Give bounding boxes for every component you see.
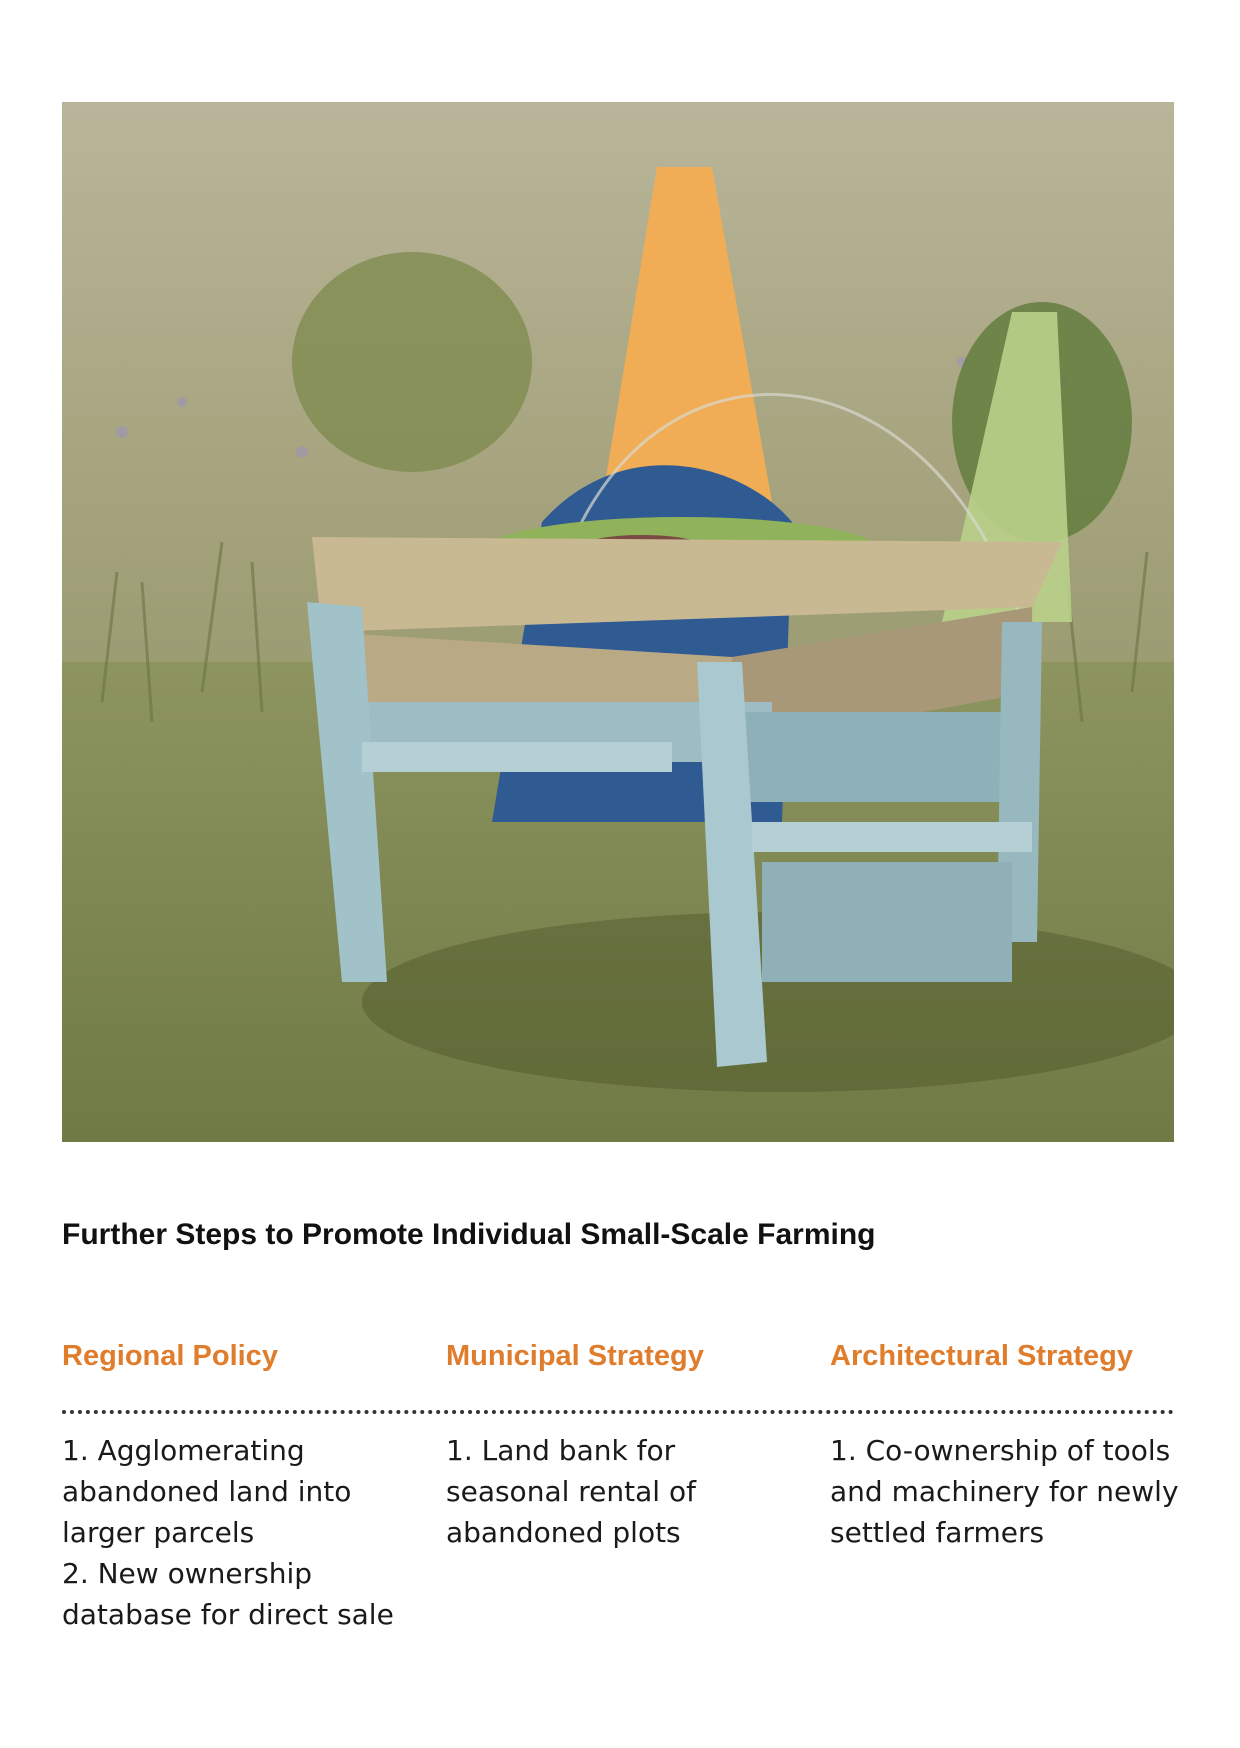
- column-body-architectural-strategy: [830, 1430, 1180, 1553]
- photo-illustration: [62, 102, 1174, 1142]
- list-item: 1. Agglomerating abandoned land into larger parcels: [62, 1434, 352, 1549]
- list-item: 1. Land bank for seasonal rental of abandoned plots: [446, 1434, 696, 1549]
- raised-garden-bed-photo: [62, 102, 1174, 1142]
- section-heading: Further Steps to Promote Individual Small-Scale Farming: [62, 1218, 876, 1251]
- strategy-columns: [62, 1340, 1179, 1631]
- dotted-divider: [62, 1410, 1174, 1414]
- list-item: 1. Co-ownership of tools and machinery for newly settled farmers: [830, 1434, 1179, 1549]
- column-title-municipal-strategy: Municipal Strategy: [446, 1340, 704, 1372]
- column-title-architectural-strategy: Architectural Strategy: [830, 1340, 1133, 1372]
- list-item: 2. New ownership database for direct sale: [62, 1557, 394, 1631]
- column-title-regional-policy: Regional Policy: [62, 1340, 278, 1372]
- column-body-municipal-strategy: [446, 1430, 806, 1553]
- column-body-regional-policy: [62, 1430, 422, 1635]
